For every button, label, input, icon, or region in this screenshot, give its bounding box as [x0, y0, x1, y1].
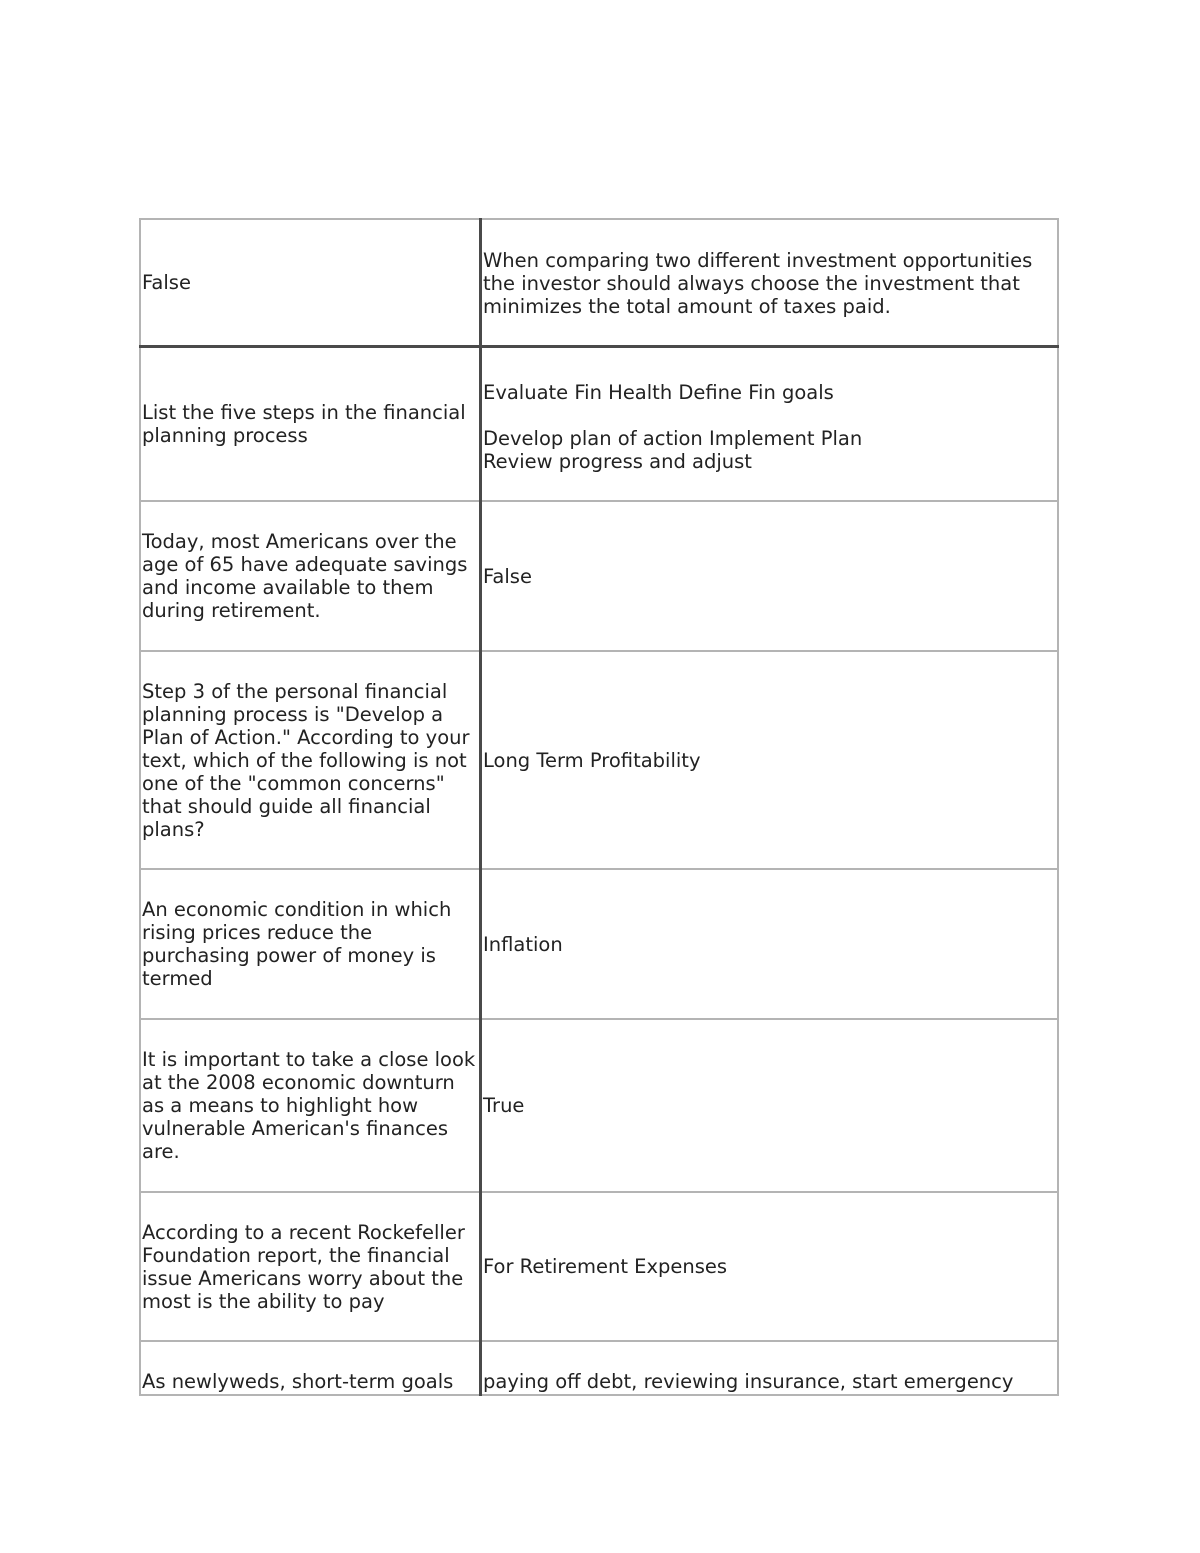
flashcard-table [139, 218, 1059, 1396]
definition-cell: Evaluate Fin Health Define Fin goals Develop plan of action Implement Plan Review progress and adjust [481, 346, 1059, 501]
definition-cell: paying off debt, reviewing insurance, start emergency [481, 1341, 1059, 1395]
term-cell: An economic condition in which rising prices reduce the purchasing power of money is termed [140, 869, 481, 1019]
definition-cell: Inflation [481, 869, 1059, 1019]
table-row [140, 869, 1058, 1019]
definition-cell: For Retirement Expenses [481, 1192, 1059, 1341]
term-cell: According to a recent Rockefeller Foundation report, the financial issue Americans worry about the most is the ability to pay [140, 1192, 481, 1341]
term-cell: It is important to take a close look at the 2008 economic downturn as a means to highlight how vulnerable American's finances are. [140, 1019, 481, 1192]
table-row [140, 219, 1058, 346]
table-row [140, 651, 1058, 869]
definition-cell: Long Term Profitability [481, 651, 1059, 869]
table-row [140, 501, 1058, 651]
table-row [140, 346, 1058, 501]
table-row [140, 1019, 1058, 1192]
definition-cell: When comparing two different investment opportunities the investor should always choose the investment that minimizes the total amount of taxes paid. [481, 219, 1059, 346]
term-cell: Step 3 of the personal financial planning process is "Develop a Plan of Action." According to your text, which of the following is not one of the "common concerns" that should guide all financial plans? [140, 651, 481, 869]
term-cell: List the five steps in the financial planning process [140, 346, 481, 501]
term-cell: As newlyweds, short-term goals [140, 1341, 481, 1395]
table-row [140, 1192, 1058, 1341]
definition-cell: False [481, 501, 1059, 651]
term-cell: False [140, 219, 481, 346]
definition-cell: True [481, 1019, 1059, 1192]
table-row [140, 1341, 1058, 1395]
term-cell: Today, most Americans over the age of 65 have adequate savings and income available to them during retirement. [140, 501, 481, 651]
